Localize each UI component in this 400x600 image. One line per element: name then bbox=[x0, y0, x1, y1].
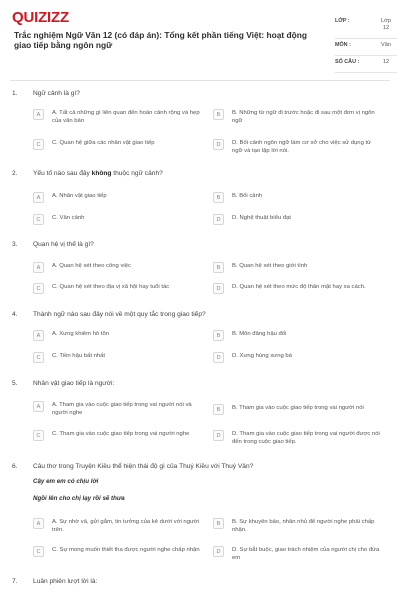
option-text: D. Bối cảnh ngôn ngữ làm cơ sở cho việc sử dụng từ ngữ và tạo lập lời nói. bbox=[232, 140, 372, 154]
question-number: 5. bbox=[12, 380, 18, 387]
option-letter: A bbox=[33, 109, 44, 120]
option-text: C. Tiền hậu bất nhất bbox=[52, 353, 106, 359]
option-text: B. Tham gia vào cuộc giao tiếp trong vai người nói bbox=[232, 405, 364, 411]
option-letter: B bbox=[213, 192, 224, 203]
option-letter: D bbox=[213, 352, 224, 363]
question-number: 1. bbox=[12, 90, 18, 97]
question-text bbox=[33, 170, 373, 177]
question-number: 3. bbox=[12, 241, 18, 248]
question-text: Nhân vật giao tiếp là người: bbox=[33, 380, 115, 387]
option-text: B. Bối cảnh bbox=[232, 193, 263, 199]
option-letter: A bbox=[33, 401, 44, 412]
option-letter: C bbox=[33, 430, 44, 441]
option-text: C. Sự mong muốn thiết tha được người nghe chấp nhận bbox=[52, 547, 200, 553]
question-number: 2. bbox=[12, 170, 18, 177]
option-text: D. Quan hệ xét theo mức độ thân mật hay xa cách. bbox=[232, 284, 366, 290]
question-text: Thành ngữ nào sau đây nói về một quy tắc trong giao tiếp? bbox=[33, 311, 206, 318]
meta-value: 12 bbox=[382, 59, 390, 65]
worksheet-header bbox=[10, 8, 390, 74]
question-text-part: thuộc ngữ cảnh? bbox=[111, 170, 163, 177]
option-text: A. Tham gia vào cuộc giao tiếp trong vai người nói và người nghe bbox=[52, 402, 192, 416]
option-letter: A bbox=[33, 262, 44, 273]
question-text-emphasis: không bbox=[91, 170, 112, 177]
question-number: 6. bbox=[12, 463, 18, 470]
meta-label: SỐ CÂU : bbox=[335, 59, 360, 65]
option-text: A. Sự nhờ vả, gửi gắm, tin tưởng của kẻ dưới với người trên. bbox=[52, 519, 200, 533]
meta-label: LỚP : bbox=[335, 18, 350, 24]
option-letter: A bbox=[33, 192, 44, 203]
option-text: A. Quan hệ xét theo công việc bbox=[52, 263, 131, 269]
option-letter: D bbox=[213, 546, 224, 557]
poem-line: Ngồi lên cho chị lạy rồi sẽ thưa bbox=[33, 495, 125, 502]
meta-row-class bbox=[335, 15, 397, 39]
meta-table bbox=[335, 15, 397, 73]
option-text: B. Môn đăng hậu đối bbox=[232, 331, 287, 337]
option-letter: A bbox=[33, 330, 44, 341]
question-text: Quan hệ vị thế là gì? bbox=[33, 241, 94, 248]
meta-row-subject bbox=[335, 39, 397, 56]
question-text: Luân phiên lượt lời là: bbox=[33, 578, 98, 585]
option-letter: C bbox=[33, 214, 44, 225]
meta-row-count bbox=[335, 56, 397, 73]
option-letter: B bbox=[213, 404, 224, 415]
option-letter: B bbox=[213, 262, 224, 273]
poem-line: Cậy em em có chịu lời bbox=[33, 478, 99, 485]
option-text: B. Những từ ngữ đi trước hoặc đi sau một đơn vị ngôn ngữ bbox=[232, 110, 375, 124]
option-text: B. Sự khuyên bảo, nhân nhủ để người nghe phải chấp nhận. bbox=[232, 519, 375, 533]
meta-value: Lớp 12 bbox=[381, 18, 391, 31]
option-text: A. Nhân vật giao tiếp bbox=[52, 193, 107, 199]
option-text: D. Nghệ thuật biểu đạt bbox=[232, 215, 291, 221]
question-number: 4. bbox=[12, 311, 18, 318]
worksheet-title: Trắc nghiệm Ngữ Văn 12 (có đáp án): Tổng kết phần tiếng Việt: hoạt động giao tiếp bằng ngôn ngữ bbox=[14, 30, 308, 51]
option-letter: C bbox=[33, 139, 44, 150]
option-text: A. Tất cả những gì liên quan đến hoàn cảnh rộng và hẹp của văn bản bbox=[52, 110, 200, 124]
option-text: B. Quan hệ xét theo giới tính bbox=[232, 263, 308, 269]
quizizz-logo: QUIZIZZ bbox=[12, 9, 69, 26]
option-text: D. Tham gia vào cuộc giao tiếp trong vai người được nói đến trong cuộc giao tiếp. bbox=[232, 431, 380, 445]
option-letter: C bbox=[33, 546, 44, 557]
meta-label: MÔN : bbox=[335, 42, 351, 48]
question-text-part: Yếu tố nào sau đây bbox=[33, 170, 92, 177]
option-text: D. Sự bắt buộc, giao trách nhiệm của người chị cho đứa em bbox=[232, 547, 380, 561]
option-letter: D bbox=[213, 430, 224, 441]
question-number: 7. bbox=[12, 578, 18, 585]
option-letter: B bbox=[213, 518, 224, 529]
option-letter: B bbox=[213, 330, 224, 341]
option-text: C. Tham gia vào cuộc giao tiếp trong vai người nghe bbox=[52, 431, 190, 437]
header-divider bbox=[10, 80, 390, 81]
option-text: C. Văn cảnh bbox=[52, 215, 85, 221]
option-letter: A bbox=[33, 518, 44, 529]
question-text: Câu thơ trong Truyện Kiều thể hiện thái độ gì của Thuý Kiều với Thuý Vân? bbox=[33, 463, 254, 470]
option-letter: C bbox=[33, 352, 44, 363]
option-letter: D bbox=[213, 283, 224, 294]
option-text: A. Xưng khiêm hô tôn bbox=[52, 331, 109, 337]
option-text: C. Quan hệ giữa các nhân vật giao tiếp bbox=[52, 140, 155, 146]
question-text: Ngữ cảnh là gì? bbox=[33, 90, 80, 97]
option-text: C. Quan hệ xét theo địa vị xã hội hay tuổi tác bbox=[52, 284, 170, 290]
meta-value: Văn bbox=[381, 42, 391, 48]
option-text: D. Xưng hùng xưng bá bbox=[232, 353, 292, 359]
option-letter: D bbox=[213, 214, 224, 225]
option-letter: B bbox=[213, 109, 224, 120]
option-letter: C bbox=[33, 283, 44, 294]
option-letter: D bbox=[213, 139, 224, 150]
